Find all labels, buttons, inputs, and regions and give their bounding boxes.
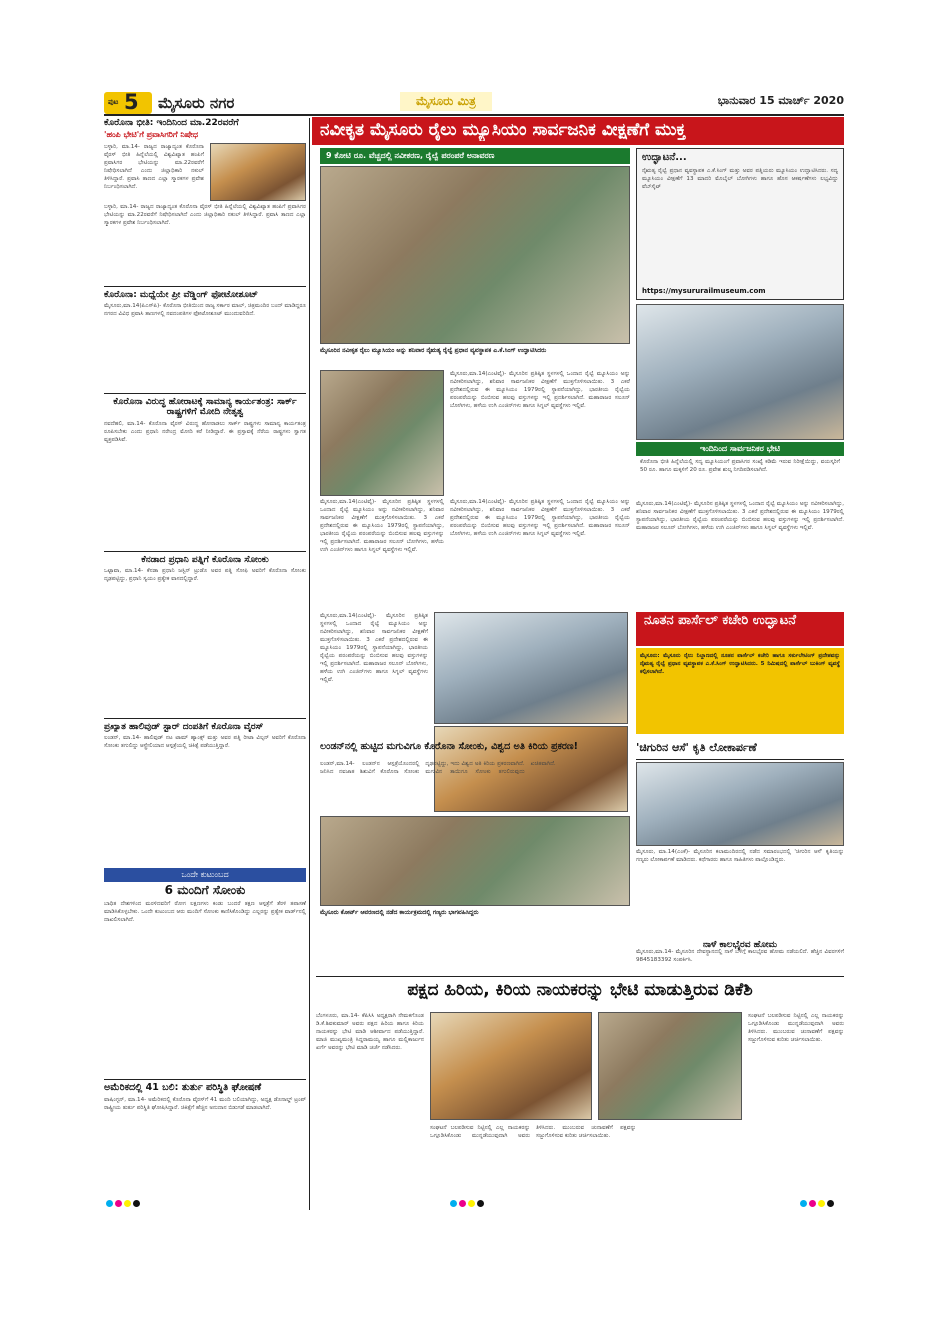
story1-body-cont: ಬಳ್ಳಾರಿ, ಮಾ.14- ರಾಜ್ಯದ ರಾಜ್ಯಾದ್ಯಂತ ಕೊರೊನಾ ವೈರಸ್ ಭೀತಿ ಹಿನ್ನೆಲೆಯಲ್ಲಿ ವಿಶ್ವವಿಖ್ಯಾತ ಹಂಪಿಗೆ ಪ್ರವಾಸಿಗರ ಭೇಟಿಯನ್ನು ಮಾ.22ರವರೆಗೆ ನಿಷೇಧಿಸಲಾಗಿದೆ ಎಂದು ಜಿಲ್ಲಾಧಿಕಾರಿ ನಕುಲ್ ತಿಳಿಸಿದ್ದಾರೆ. ಪ್ರವಾಸಿ ತಾಣದ ಎಲ್ಲಾ ಸ್ಮಾರಕಗಳ ಪ್ರವೇಶ ನಿರ್ಬಂಧಿಸಲಾಗಿದೆ. <box>104 203 306 226</box>
story6-headline: 6 ಮಂದಿಗೆ ಸೋಂಕು <box>164 884 246 898</box>
toy-train-photo <box>320 370 444 496</box>
story5-headline: ಪ್ರಖ್ಯಾತ ಹಾಲಿವುಡ್ ಸ್ಟಾರ್ ದಂಪತಿಗೆ ಕೊರೊನಾ ವೈರಸ್ <box>104 721 264 732</box>
homa-headline: ನಾಳೆ ಕಾಲಭೈರವ ಹೋಮ <box>702 940 778 950</box>
story4-body: ಒಟ್ಟಾವಾ, ಮಾ.14- ಕೆನಡಾ ಪ್ರಧಾನಿ ಜಸ್ಟಿನ್ ಟ್ರುಡೊ ಅವರ ಪತ್ನಿ ಸೋಫಿ ಅವರಿಗೆ ಕೊರೊನಾ ಸೋಂಕು ದೃಢಪಟ್ಟಿದ್ದು, ಪ್ರಧಾನಿ ಸ್ವಯಂ ಪ್ರತ್ಯೇಕ ವಾಸದಲ್ಲಿದ್ದಾರೆ. <box>104 567 306 582</box>
page-prefix: ಪುಟ <box>108 98 119 106</box>
story1-body: ಬಳ್ಳಾರಿ, ಮಾ.14- ರಾಜ್ಯದ ರಾಜ್ಯಾದ್ಯಂತ ಕೊರೊನಾ ವೈರಸ್ ಭೀತಿ ಹಿನ್ನೆಲೆಯಲ್ಲಿ ವಿಶ್ವವಿಖ್ಯಾತ ಹಂಪಿಗೆ ಪ್ರವಾಸಿಗರ ಭೇಟಿಯನ್ನು ಮಾ.22ರವರೆಗೆ ನಿಷೇಧಿಸಲಾಗಿದೆ ಎಂದು ಜಿಲ್ಲಾಧಿಕಾರಿ ನಕುಲ್ ತಿಳಿಸಿದ್ದಾರೆ. ಪ್ರವಾಸಿ ತಾಣದ ಎಲ್ಲಾ ಸ್ಮಾರಕಗಳ ಪ್ರವೇಶ ನಿರ್ಬಂಧಿಸಲಾಗಿದೆ. <box>104 143 204 190</box>
book-launch-photo <box>636 762 844 846</box>
story3-headline: ಕೊರೊನಾ ವಿರುದ್ಧ ಹೋರಾಟಕ್ಕೆ ಸಾಮಾನ್ಯ ಕಾರ್ಯತಂತ್ರ: ಸಾರ್ಕ್ ರಾಷ್ಟ್ರಗಳಿಗೆ ಮೋದಿ ನೇತೃತ್ವ <box>113 396 297 418</box>
story5-body: ಲಂಡನ್, ಮಾ.14- ಹಾಲಿವುಡ್ ನಟ ಟಾಮ್ ಹ್ಯಾಂಕ್ಸ್ ಮತ್ತು ಅವರ ಪತ್ನಿ ರೀಟಾ ವಿಲ್ಸನ್ ಅವರಿಗೆ ಕೊರೊನಾ ಸೋಂಕು ತಗುಲಿದ್ದು ಆಸ್ಟ್ರೇಲಿಯಾದ ಆಸ್ಪತ್ರೆಯಲ್ಲಿ ಚಿಕಿತ್ಸೆ ಪಡೆಯುತ್ತಿದ್ದಾರೆ. <box>104 735 306 750</box>
udghatane-title: ಉದ್ಘಾಟನೆ... <box>642 152 687 163</box>
color-registration-left <box>106 1192 142 1211</box>
udghatane-box <box>636 148 844 300</box>
udghatane-body: ನೈಋತ್ಯ ರೈಲ್ವೆ ಪ್ರಧಾನ ವ್ಯವಸ್ಥಾಪಕ ಎ.ಕೆ.ಸಿಂಗ್ ಮತ್ತು ಅವರ ಪತ್ನಿಯರು ಮ್ಯೂಸಿಯಂ ಉದ್ಘಾಟಿಸಿದರು. ಸದ್ಯ ಮ್ಯೂಸಿಯಂ ವೀಕ್ಷಣೆಗೆ 13 ಮಾದರಿ ಮೊಬೈಲ್ ಬೋಗಿಗಳು ಹಾಗೂ ಹೊಸ ಆಕರ್ಷಣೆಗಳು ಲಭ್ಯವಿದ್ದು ವೆಬ್‌ಸೈಟ್ <box>642 167 838 190</box>
dk-rule <box>316 976 844 977</box>
lead-subhead: 9 ಕೋಟಿ ರೂ. ವೆಚ್ಚದಲ್ಲಿ ನವೀಕರಣ, ರೈಲ್ವೆ ಪರಂಪರೆ ಅನಾವರಣ <box>326 151 495 160</box>
museum-visit-photo <box>434 612 628 724</box>
story7-body: ವಾಷಿಂಗ್ಟನ್, ಮಾ.14- ಅಮೆರಿಕದಲ್ಲಿ ಕೊರೊನಾ ವೈರಸ್‌ಗೆ 41 ಮಂದಿ ಬಲಿಯಾಗಿದ್ದು, ಅಧ್ಯಕ್ಷ ಡೊನಾಲ್ಡ್ ಟ್ರಂಪ್ ರಾಷ್ಟ್ರೀಯ ತುರ್ತು ಪರಿಸ್ಥಿತಿ ಘೋಷಿಸಿದ್ದಾರೆ. ಚಿಕಿತ್ಸೆಗೆ ಹೆಚ್ಚಿನ ಅನುದಾನ ಬಿಡುಗಡೆ ಮಾಡಲಾಗಿದೆ. <box>104 1096 306 1111</box>
lead-body-bottom: ಮೈಸೂರು,ಮಾ.14(ಎಂಟಿವೈ)- ಮೈಸೂರಿನ ಪ್ರತಿಷ್ಠಿತ ಸ್ಥಳಗಳಲ್ಲಿ ಒಂದಾದ ರೈಲ್ವೆ ಮ್ಯೂಸಿಯಂ ಅನ್ನು ನವೀಕರಿಸಲಾಗಿದ್ದು, ಶನಿವಾರ ಸಾರ್ವಜನಿಕರ ವೀಕ್ಷಣೆಗೆ ಮುಕ್ತಗೊಳಿಸಲಾಯಿತು. 3 ಎಕರೆ ಪ್ರದೇಶದಲ್ಲಿರುವ ಈ ಮ್ಯೂಸಿಯಂ 1979ರಲ್ಲಿ ಸ್ಥಾಪನೆಯಾಗಿದ್ದು, ಭಾರತೀಯ ರೈಲ್ವೆಯ ಪರಂಪರೆಯನ್ನು ಬಿಂಬಿಸುವ ಹಲವು ವಸ್ತುಗಳನ್ನು ಇಲ್ಲಿ ಪ್ರದರ್ಶಿಸಲಾಗಿದೆ. ಮಹಾರಾಜರ ಸಲೂನ್ ಬೋಗಿಗಳು, ಹಳೆಯ ಉಗಿ ಎಂಜಿನ್‌ಗಳು ಹಾಗೂ ಸಿಗ್ನಲ್ ವ್ಯವಸ್ಥೆಗಳು ಇಲ್ಲಿವೆ. <box>320 613 428 683</box>
story1-kicker: 'ಹಂಪಿ ಭೇಟಿ'ಗೆ ಪ್ರವಾಸಿಗರಿಗೆ ನಿಷೇಧ <box>104 130 198 140</box>
lead-headline: ನವೀಕೃತ ಮೈಸೂರು ರೈಲು ಮ್ಯೂಸಿಯಂ ಸಾರ್ವಜನಿಕ ವೀಕ್ಷಣೆಗೆ ಮುಕ್ತ <box>320 121 686 140</box>
homa-headline-wrap <box>636 932 844 950</box>
parcel-box <box>636 648 844 734</box>
story2-body: ಮೈಸೂರು,ಮಾ.14(ಪಿಎಸ್‌ಪಿ)- ಕೊರೊನಾ ಭೀತಿಯಿಂದ ರಾಜ್ಯ ಸರ್ಕಾರ ಮಾಲ್, ಚಿತ್ರಮಂದಿರ ಬಂದ್ ಮಾಡಿದ್ದರೂ ನಗರದ ವಿವಿಧ ಪ್ರವಾಸಿ ತಾಣಗಳಲ್ಲಿ ನವದಂಪತಿಗಳ ಫೋಟೋಶೂಟ್ ಮುಂದುವರಿದಿದೆ. <box>104 302 306 317</box>
page-number: 5 <box>124 90 139 114</box>
london-headline: ಲಂಡನ್‌ನಲ್ಲಿ ಹುಟ್ಟಿದ ಮಗುವಿಗೂ ಕೊರೊನಾ ಸೋಂಕು, ವಿಶ್ವದ ಅತಿ ಕಿರಿಯ ಪ್ರಕರಣ! <box>320 742 578 752</box>
parcel-body: ಮೈಸೂರು: ಮೈಸೂರು ರೈಲು ನಿಲ್ದಾಣದಲ್ಲಿ ನೂತನ ಪಾರ್ಸೆಲ್ ಕಚೇರಿ ಹಾಗೂ ಸರ್ಕುಲೇಟಿಂಗ್ ಪ್ರದೇಶವನ್ನು ನೈಋತ್ಯ ರೈಲ್ವೆ ಪ್ರಧಾನ ವ್ಯವಸ್ಥಾಪಕ ಎ.ಕೆ.ಸಿಂಗ್ ಉದ್ಘಾಟಿಸಿದರು. 5 ನಿಮಿಷದಲ್ಲಿ ಪಾರ್ಸೆಲ್ ಬುಕಿಂಗ್ ವ್ಯವಸ್ಥೆ ಕಲ್ಪಿಸಲಾಗಿದೆ. <box>640 653 840 675</box>
train-model-photo <box>636 304 844 440</box>
lead-subhead-band <box>320 148 630 164</box>
story1-headline: ಕೊರೊನಾ ಭೀತಿ: ಇಂದಿನಿಂದ ಮಾ.22ರವರೆಗೆ <box>104 118 239 128</box>
museum-inauguration-photo <box>320 166 630 344</box>
story7-headline: ಅಮೆರಿಕದಲ್ಲಿ 41 ಬಲಿ: ತುರ್ತು ಪರಿಸ್ಥಿತಿ ಘೋಷಣೆ <box>104 1083 262 1094</box>
masthead-rule <box>104 114 844 116</box>
museum-url[interactable]: https://mysururailmuseum.com <box>642 287 766 295</box>
group-photo-caption: ಮೈಸೂರು ಕೋರ್ಟ್ ಆವರಣದಲ್ಲಿ ನಡೆದ ಕಾರ್ಯಕ್ರಮದಲ್ಲಿ ಗಣ್ಯರು ಭಾಗವಹಿಸಿದ್ದರು <box>320 909 479 916</box>
lead-photo-caption: ಮೈಸೂರಿನ ನವೀಕೃತ ರೈಲು ಮ್ಯೂಸಿಯಂ ಅನ್ನು ಶನಿವಾರ ನೈಋತ್ಯ ರೈಲ್ವೆ ಪ್ರಧಾನ ವ್ಯವಸ್ಥಾಪಕ ಎ.ಕೆ.ಸಿಂಗ್ ಉದ್ಘಾಟಿಸಿದರು <box>320 347 547 354</box>
london-body: ಲಂಡನ್,ಮಾ.14- ಲಂಡನ್‌ನ ಆಸ್ಪತ್ರೆಯೊಂದರಲ್ಲಿ ಜನಿಸಿದ ನವಜಾತ ಶಿಶುವಿಗೆ ಕೊರೊನಾ ಸೋಂಕು ದೃಢಪಟ್ಟಿದ್ದು, ಇದು ವಿಶ್ವದ ಅತಿ ಕಿರಿಯ ಪ್ರಕರಣವಾಗಿದೆ. ಮಗುವಿನ ತಾಯಿಗೂ ಸೋಂಕು ತಗುಲಿರುವುದು ಖಚಿತವಾಗಿದೆ. <box>320 761 556 775</box>
story6-kicker: ಒಂದೇ ಕುಟುಂಬದ <box>104 868 306 882</box>
public-view-body: ಕೊರೊನಾ ಭೀತಿ ಹಿನ್ನೆಲೆಯಲ್ಲಿ ಸದ್ಯ ಮ್ಯೂಸಿಯಂಗೆ ಪ್ರವಾಸಿಗರ ಸಂಖ್ಯೆ ಕಡಿಮೆ ಇರುವ ನಿರೀಕ್ಷೆಯಿದ್ದು, ವಯಸ್ಕರಿಗೆ 50 ರೂ. ಹಾಗೂ ಮಕ್ಕಳಿಗೆ 20 ರೂ. ಪ್ರವೇಶ ಶುಲ್ಕ ನಿಗದಿಪಡಿಸಲಾಗಿದೆ. <box>640 459 840 473</box>
lead-body-cont: ಮೈಸೂರು,ಮಾ.14(ಎಂಟಿವೈ)- ಮೈಸೂರಿನ ಪ್ರತಿಷ್ಠಿತ ಸ್ಥಳಗಳಲ್ಲಿ ಒಂದಾದ ರೈಲ್ವೆ ಮ್ಯೂಸಿಯಂ ಅನ್ನು ನವೀಕರಿಸಲಾಗಿದ್ದು, ಶನಿವಾರ ಸಾರ್ವಜನಿಕರ ವೀಕ್ಷಣೆಗೆ ಮುಕ್ತಗೊಳಿಸಲಾಯಿತು. 3 ಎಕರೆ ಪ್ರದೇಶದಲ್ಲಿರುವ ಈ ಮ್ಯೂಸಿಯಂ 1979ರಲ್ಲಿ ಸ್ಥಾಪನೆಯಾಗಿದ್ದು, ಭಾರತೀಯ ರೈಲ್ವೆಯ ಪರಂಪರೆಯನ್ನು ಬಿಂಬಿಸುವ ಹಲವು ವಸ್ತುಗಳನ್ನು ಇಲ್ಲಿ ಪ್ರದರ್ಶಿಸಲಾಗಿದೆ. ಮಹಾರಾಜರ ಸಲೂನ್ ಬೋಗಿಗಳು, ಹಳೆಯ ಉಗಿ ಎಂಜಿನ್‌ಗಳು ಹಾಗೂ ಸಿಗ್ನಲ್ ವ್ಯವಸ್ಥೆಗಳು ಇಲ್ಲಿವೆ. <box>450 499 630 537</box>
lead-body-right: ಮೈಸೂರು,ಮಾ.14(ಎಂಟಿವೈ)- ಮೈಸೂರಿನ ಪ್ರತಿಷ್ಠಿತ ಸ್ಥಳಗಳಲ್ಲಿ ಒಂದಾದ ರೈಲ್ವೆ ಮ್ಯೂಸಿಯಂ ಅನ್ನು ನವೀಕರಿಸಲಾಗಿದ್ದು, ಶನಿವಾರ ಸಾರ್ವಜನಿಕರ ವೀಕ್ಷಣೆಗೆ ಮುಕ್ತಗೊಳಿಸಲಾಯಿತು. 3 ಎಕರೆ ಪ್ರದೇಶದಲ್ಲಿರುವ ಈ ಮ್ಯೂಸಿಯಂ 1979ರಲ್ಲಿ ಸ್ಥಾಪನೆಯಾಗಿದ್ದು, ಭಾರತೀಯ ರೈಲ್ವೆಯ ಪರಂಪರೆಯನ್ನು ಬಿಂಬಿಸುವ ಹಲವು ವಸ್ತುಗಳನ್ನು ಇಲ್ಲಿ ಪ್ರದರ್ಶಿಸಲಾಗಿದೆ. ಮಹಾರಾಜರ ಸಲೂನ್ ಬೋಗಿಗಳು, ಹಳೆಯ ಉಗಿ ಎಂಜಿನ್‌ಗಳು ಹಾಗೂ ಸಿಗ್ನಲ್ ವ್ಯವಸ್ಥೆಗಳು ಇಲ್ಲಿವೆ. <box>636 501 844 531</box>
column-divider <box>309 118 310 1210</box>
left-column <box>104 118 306 1210</box>
london-headline-wrap <box>320 742 630 758</box>
dk-body-right: ಸಂಘಟನೆ ಬಲಪಡಿಸುವ ನಿಟ್ಟಿನಲ್ಲಿ ಎಲ್ಲ ನಾಯಕರನ್ನು ಒಗ್ಗೂಡಿಸಿಕೊಂಡು ಮುನ್ನಡೆಯುವುದಾಗಿ ಅವರು ತಿಳಿಸಿದರು. ಮುಂಬರುವ ಚುನಾವಣೆಗೆ ಪಕ್ಷವನ್ನು ಸಜ್ಜುಗೊಳಿಸುವ ಕುರಿತು ಚರ್ಚಿಸಲಾಯಿತು. <box>748 1013 844 1043</box>
story3-body: ನವದೆಹಲಿ, ಮಾ.14- ಕೊರೊನಾ ವೈರಸ್ ವಿರುದ್ಧ ಹೋರಾಡಲು ಸಾರ್ಕ್ ರಾಷ್ಟ್ರಗಳು ಸಾಮಾನ್ಯ ಕಾರ್ಯತಂತ್ರ ರೂಪಿಸಬೇಕು ಎಂದು ಪ್ರಧಾನಿ ನರೇಂದ್ರ ಮೋದಿ ಕರೆ ನೀಡಿದ್ದಾರೆ. ಈ ಪ್ರಸ್ತಾವಕ್ಕೆ ನೆರೆಯ ರಾಷ್ಟ್ರಗಳು ಸ್ವಾಗತ ವ್ಯಕ್ತಪಡಿಸಿವೆ. <box>104 420 306 443</box>
group-photo <box>320 816 630 906</box>
parcel-headline: ನೂತನ ಪಾರ್ಸೆಲ್ ಕಚೇರಿ ಉದ್ಘಾಟನೆ <box>644 614 796 628</box>
dk-headline: ಪಕ್ಷದ ಹಿರಿಯ, ಕಿರಿಯ ನಾಯಕರನ್ನು ಭೇಟಿ ಮಾಡುತ್ತಿರುವ ಡಿಕೆಶಿ <box>407 980 753 1000</box>
dk-body: ಬೆಂಗಳೂರು, ಮಾ.14- ಕೆಪಿಸಿಸಿ ಅಧ್ಯಕ್ಷರಾಗಿ ನೇಮಕಗೊಂಡ ಡಿ.ಕೆ.ಶಿವಕುಮಾರ್ ಅವರು ಪಕ್ಷದ ಹಿರಿಯ ಹಾಗೂ ಕಿರಿಯ ನಾಯಕರನ್ನು ಭೇಟಿ ಮಾಡಿ ಆಶೀರ್ವಾದ ಪಡೆಯುತ್ತಿದ್ದಾರೆ. ಮಾಜಿ ಮುಖ್ಯಮಂತ್ರಿ ಸಿದ್ದರಾಮಯ್ಯ ಹಾಗೂ ಮಲ್ಲಿಕಾರ್ಜುನ ಖರ್ಗೆ ಅವರನ್ನು ಭೇಟಿ ಮಾಡಿ ಚರ್ಚೆ ನಡೆಸಿದರು. <box>316 1013 424 1051</box>
dk-meeting-photo-1 <box>430 1012 592 1120</box>
book-headline-wrap <box>636 742 844 760</box>
book-headline: 'ಚಿಗುರಿನ ಆಸೆ' ಕೃತಿ ಲೋಕಾರ್ಪಣೆ <box>636 742 757 754</box>
color-registration-right <box>800 1192 836 1211</box>
book-body: ಮೈಸೂರು, ಮಾ.14(ಎಂಕೆ)- ಮೈಸೂರಿನ ಕಲಾಮಂದಿರದಲ್ಲಿ ನಡೆದ ಸಮಾರಂಭದಲ್ಲಿ 'ಚಿಗುರಿನ ಆಸೆ' ಕೃತಿಯನ್ನು ಗಣ್ಯರು ಲೋಕಾರ್ಪಣೆ ಮಾಡಿದರು. ಕಥೆಗಾರರು ಹಾಗೂ ಸಾಹಿತಿಗಳು ಪಾಲ್ಗೊಂಡಿದ್ದರು. <box>636 849 844 863</box>
public-view-band <box>636 442 844 456</box>
hampi-photo <box>210 143 306 201</box>
lead-body-col: ಮೈಸೂರು,ಮಾ.14(ಎಂಟಿವೈ)- ಮೈಸೂರಿನ ಪ್ರತಿಷ್ಠಿತ ಸ್ಥಳಗಳಲ್ಲಿ ಒಂದಾದ ರೈಲ್ವೆ ಮ್ಯೂಸಿಯಂ ಅನ್ನು ನವೀಕರಿಸಲಾಗಿದ್ದು, ಶನಿವಾರ ಸಾರ್ವಜನಿಕರ ವೀಕ್ಷಣೆಗೆ ಮುಕ್ತಗೊಳಿಸಲಾಯಿತು. 3 ಎಕರೆ ಪ್ರದೇಶದಲ್ಲಿರುವ ಈ ಮ್ಯೂಸಿಯಂ 1979ರಲ್ಲಿ ಸ್ಥಾಪನೆಯಾಗಿದ್ದು, ಭಾರತೀಯ ರೈಲ್ವೆಯ ಪರಂಪರೆಯನ್ನು ಬಿಂಬಿಸುವ ಹಲವು ವಸ್ತುಗಳನ್ನು ಇಲ್ಲಿ ಪ್ರದರ್ಶಿಸಲಾಗಿದೆ. ಮಹಾರಾಜರ ಸಲೂನ್ ಬೋಗಿಗಳು, ಹಳೆಯ ಉಗಿ ಎಂಜಿನ್‌ಗಳು ಹಾಗೂ ಸಿಗ್ನಲ್ ವ್ಯವಸ್ಥೆಗಳು ಇಲ್ಲಿವೆ. <box>320 499 444 553</box>
masthead <box>104 92 844 114</box>
parcel-headline-band <box>636 612 844 646</box>
homa-body: ಮೈಸೂರು,ಮಾ.14- ಮೈಸೂರಿನ ದೇವಸ್ಥಾನದಲ್ಲಿ ನಾಳೆ ಬೆಳಿಗ್ಗೆ ಕಾಲಭೈರವ ಹೋಮ ನಡೆಯಲಿದೆ. ಹೆಚ್ಚಿನ ವಿವರಗಳಿಗೆ 9845183392 ಸಂಪರ್ಕಿಸಿ. <box>636 949 844 963</box>
dk-meeting-photo-2 <box>598 1012 742 1120</box>
public-view-title: ಇಂದಿನಿಂದ ಸಾರ್ವಜನಿಕರ ಭೇಟಿ <box>700 444 780 453</box>
story4-headline: ಕೆನಡಾದ ಪ್ರಧಾನಿ ಪತ್ನಿಗೆ ಕೊರೊನಾ ಸೋಂಕು <box>141 554 269 565</box>
issue-date: ಭಾನುವಾರ 15 ಮಾರ್ಚ್ 2020 <box>717 94 844 107</box>
story2-headline: ಕೊರೊನಾ: ಮಧ್ಯೆಯೇ ಪ್ರೀ ವೆಡ್ಡಿಂಗ್ ಫೋಟೋಶೂಟ್ <box>104 289 258 300</box>
dk-headline-wrap <box>316 980 844 1008</box>
color-registration-center <box>450 1192 486 1211</box>
paper-name: ಮೈಸೂರು ಮಿತ್ರ <box>400 92 492 111</box>
story6-body: ಬಾಧಿತ ದೇಶಗಳಿಂದ ಮರಳಿದವರಿಗೆ ರೋಗ ಲಕ್ಷಣಗಳು ಕಂಡು ಬಂದರೆ ತಕ್ಷಣ ಆಸ್ಪತ್ರೆಗೆ ತೆರಳಿ ತಪಾಸಣೆ ಮಾಡಿಸಿಕೊಳ್ಳಬೇಕು. ಒಂದೇ ಕುಟುಂಬದ ಆರು ಮಂದಿಗೆ ಸೋಂಕು ಕಾಣಿಸಿಕೊಂಡಿದ್ದು ಎಲ್ಲರನ್ನು ಪ್ರತ್ಯೇಕ ವಾರ್ಡ್‌ನಲ್ಲಿ ದಾಖಲಿಸಲಾಗಿದೆ. <box>104 901 306 924</box>
lead-headline-band <box>312 117 844 145</box>
page-number-badge <box>104 92 152 114</box>
dk-body-cont: ಸಂಘಟನೆ ಬಲಪಡಿಸುವ ನಿಟ್ಟಿನಲ್ಲಿ ಎಲ್ಲ ನಾಯಕರನ್ನು ಒಗ್ಗೂಡಿಸಿಕೊಂಡು ಮುನ್ನಡೆಯುವುದಾಗಿ ಅವರು ತಿಳಿಸಿದರು. ಮುಂಬರುವ ಚುನಾವಣೆಗೆ ಪಕ್ಷವನ್ನು ಸಜ್ಜುಗೊಳಿಸುವ ಕುರಿತು ಚರ್ಚಿಸಲಾಯಿತು. <box>430 1125 636 1139</box>
lead-body: ಮೈಸೂರು,ಮಾ.14(ಎಂಟಿವೈ)- ಮೈಸೂರಿನ ಪ್ರತಿಷ್ಠಿತ ಸ್ಥಳಗಳಲ್ಲಿ ಒಂದಾದ ರೈಲ್ವೆ ಮ್ಯೂಸಿಯಂ ಅನ್ನು ನವೀಕರಿಸಲಾಗಿದ್ದು, ಶನಿವಾರ ಸಾರ್ವಜನಿಕರ ವೀಕ್ಷಣೆಗೆ ಮುಕ್ತಗೊಳಿಸಲಾಯಿತು. 3 ಎಕರೆ ಪ್ರದೇಶದಲ್ಲಿರುವ ಈ ಮ್ಯೂಸಿಯಂ 1979ರಲ್ಲಿ ಸ್ಥಾಪನೆಯಾಗಿದ್ದು, ಭಾರತೀಯ ರೈಲ್ವೆಯ ಪರಂಪರೆಯನ್ನು ಬಿಂಬಿಸುವ ಹಲವು ವಸ್ತುಗಳನ್ನು ಇಲ್ಲಿ ಪ್ರದರ್ಶಿಸಲಾಗಿದೆ. ಮಹಾರಾಜರ ಸಲೂನ್ ಬೋಗಿಗಳು, ಹಳೆಯ ಉಗಿ ಎಂಜಿನ್‌ಗಳು ಹಾಗೂ ಸಿಗ್ನಲ್ ವ್ಯವಸ್ಥೆಗಳು ಇಲ್ಲಿವೆ. <box>450 371 630 409</box>
section-title: ಮೈಸೂರು ನಗರ <box>158 94 235 112</box>
